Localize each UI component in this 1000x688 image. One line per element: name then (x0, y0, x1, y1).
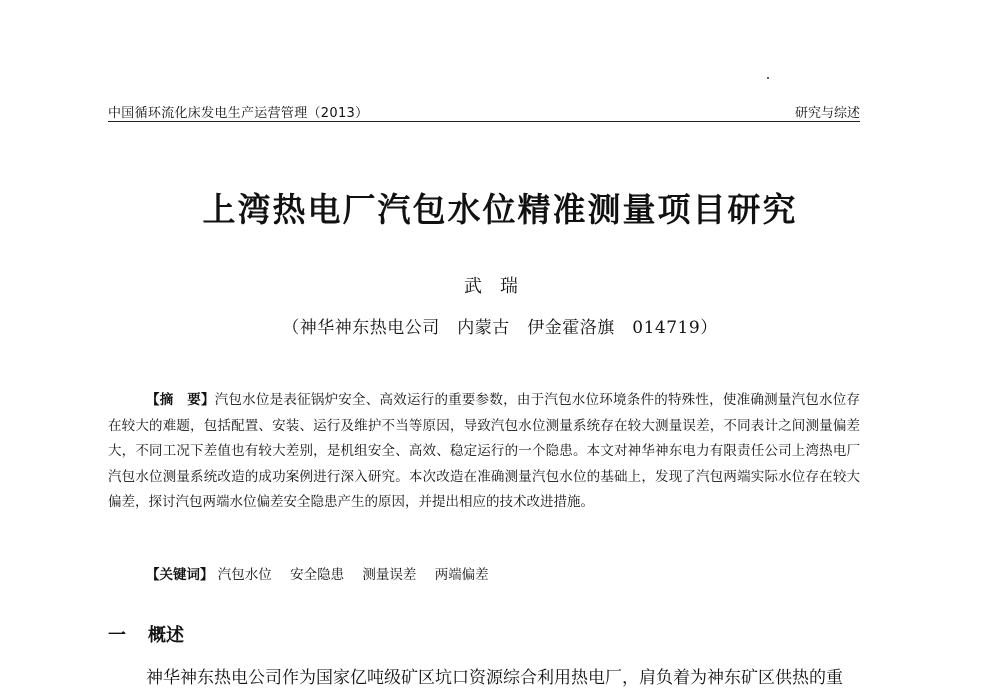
scan-speck (767, 77, 769, 79)
abstract-text: 汽包水位是表征锅炉安全、高效运行的重要参数，由于汽包水位环境条件的特殊性，使准确测量汽包水位存在较大的难题，包括配置、安装、运行及维护不当等原因，导致汽包水位测量系统存在较大测量误差，不同表计之间测量偏差大，不同工况下差值也有较大差别，是机组安全、高效、稳定运行的一个隐患。本文对神华神东电力有限责任公司上湾热电厂汽包水位测量系统改造的成功案例进行深入研究。本次改造在准确测量汽包水位的基础上，发现了汽包两端实际水位存在较大偏差，探讨汽包两端水位偏差安全隐患产生的原因，并提出相应的技术改进措施。 (108, 392, 861, 511)
keywords-label: 【关键词】 (146, 567, 214, 583)
keyword: 测量误差 (362, 567, 417, 583)
running-header (108, 100, 860, 122)
column-name: 研究与综述 (794, 106, 860, 121)
author-name: 武瑞 (464, 276, 536, 297)
section-number: 一 (108, 625, 126, 646)
keywords (146, 563, 503, 583)
abstract-label: 【摘 要】 (146, 392, 215, 408)
header-rule (108, 121, 860, 122)
paper-title: 上湾热电厂汽包水位精准测量项目研究 (202, 190, 798, 229)
author-affiliation: （神华神东热电公司 内蒙古 伊金霍洛旗 014719） (282, 318, 718, 338)
abstract (108, 388, 860, 516)
journal-name: 中国循环流化床发电生产运营管理（2013） (108, 106, 369, 121)
section-title: 概述 (148, 625, 184, 646)
section-heading (108, 621, 184, 647)
keyword: 安全隐患 (290, 567, 345, 583)
keyword: 汽包水位 (217, 567, 272, 583)
keyword: 两端偏差 (434, 567, 489, 583)
body-text: 神华神东热电公司作为国家亿吨级矿区坑口资源综合利用热电厂，肩负着为神东矿区供热的重 (146, 668, 843, 688)
